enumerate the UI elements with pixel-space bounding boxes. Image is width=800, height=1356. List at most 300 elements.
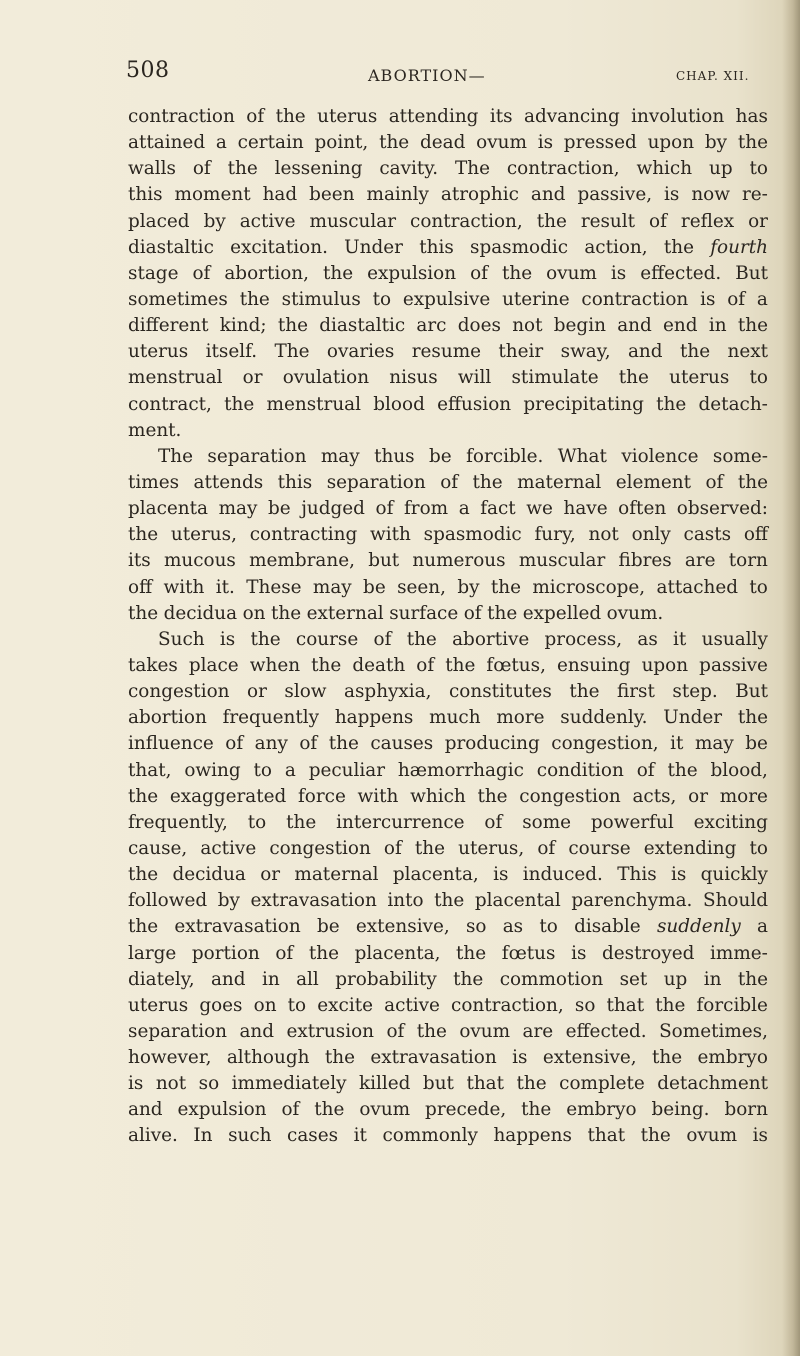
text-line <box>128 522 768 548</box>
word: is <box>537 132 554 154</box>
text-line <box>128 418 768 444</box>
word: had <box>262 184 298 206</box>
word: any <box>254 733 288 755</box>
word: placenta, <box>354 942 441 964</box>
word: to <box>749 158 768 180</box>
word: some- <box>712 445 768 467</box>
word: peculiar <box>308 759 386 781</box>
word: The <box>158 445 193 467</box>
word: is <box>664 184 680 206</box>
word: their <box>498 341 544 363</box>
word: so <box>465 916 487 938</box>
word: spasmodic <box>423 524 522 546</box>
word: atrophic <box>440 184 519 206</box>
word: or <box>247 681 267 703</box>
word: the <box>414 837 446 859</box>
word: thus <box>374 445 415 467</box>
word: a <box>757 916 768 938</box>
word: its <box>489 106 513 127</box>
page-number: 508 <box>126 58 170 83</box>
text-line <box>128 261 768 287</box>
word: of <box>463 602 482 624</box>
word: placenta <box>128 498 209 520</box>
word: in <box>703 968 722 990</box>
word: precede, <box>425 1099 507 1121</box>
text-line <box>128 130 768 156</box>
word: it <box>673 628 687 650</box>
word: ovum <box>686 1125 738 1147</box>
word: are <box>522 1020 554 1042</box>
word: the <box>737 707 768 729</box>
text-line <box>128 601 768 627</box>
word: be <box>267 498 291 520</box>
word: of <box>727 288 746 310</box>
body-text <box>128 104 768 1150</box>
word: precipitating <box>523 393 644 415</box>
word: different <box>128 315 209 337</box>
word: the <box>277 315 309 337</box>
word: a <box>756 288 768 310</box>
word: the <box>516 1073 547 1095</box>
word: active <box>200 837 257 859</box>
word: not <box>512 315 543 337</box>
word: cause, <box>128 837 188 859</box>
word: frequently <box>222 707 320 729</box>
word: cases <box>287 1125 339 1147</box>
word: separation <box>128 1020 228 1042</box>
word: advancing <box>523 106 620 127</box>
word: which <box>636 158 693 180</box>
word: the <box>308 942 339 964</box>
text-line <box>128 235 768 261</box>
word: exaggerated <box>169 785 287 807</box>
word: reflex <box>680 210 735 232</box>
word: passive <box>699 654 768 676</box>
word: the <box>314 1099 345 1121</box>
word: is <box>571 942 587 964</box>
word: the <box>286 811 317 833</box>
word: ovulation <box>282 367 370 389</box>
word: causes <box>370 733 434 755</box>
word: with <box>163 576 205 598</box>
word: moment <box>174 184 251 206</box>
word: not <box>588 524 619 546</box>
word: ovum <box>359 1099 411 1121</box>
word: of <box>705 471 724 493</box>
word: more <box>496 707 545 729</box>
word: of <box>470 262 488 284</box>
word: not <box>155 1073 187 1095</box>
word: of <box>484 811 503 833</box>
word: off <box>128 576 153 598</box>
word: of <box>440 471 459 493</box>
word: in <box>708 315 727 337</box>
word: or <box>242 367 263 389</box>
word: the <box>224 393 255 415</box>
word: placed <box>128 210 190 232</box>
word: to <box>749 837 768 859</box>
word: result <box>580 210 636 232</box>
word: ment. <box>128 419 182 441</box>
word: disable <box>574 916 641 938</box>
text-line <box>128 209 768 235</box>
word: the <box>655 994 686 1016</box>
word: set <box>619 968 648 990</box>
word: and <box>210 968 246 990</box>
word: maternal <box>517 471 602 493</box>
word: of <box>275 942 294 964</box>
word: place <box>188 654 239 676</box>
text-line <box>128 731 768 757</box>
word: of <box>192 158 211 180</box>
word: dead <box>419 132 466 154</box>
running-head <box>0 58 800 88</box>
word: we <box>526 498 553 520</box>
word: acts, <box>632 785 677 807</box>
word: a <box>458 498 470 520</box>
word: embryo <box>697 1047 768 1069</box>
text-line <box>128 392 768 418</box>
word: menstrual <box>128 367 223 389</box>
word: the <box>477 785 508 807</box>
word: quickly <box>700 864 768 886</box>
word: but <box>422 1073 454 1095</box>
word: some <box>522 811 572 833</box>
word: extending <box>643 837 737 859</box>
word: be <box>363 576 386 598</box>
word: muscular <box>309 210 397 232</box>
word: killed <box>358 1073 411 1095</box>
word: observed: <box>676 498 768 520</box>
word: expelled <box>522 602 602 624</box>
word: of <box>225 733 244 755</box>
word: expulsive <box>402 288 491 310</box>
word: sometimes <box>128 288 228 310</box>
text-line <box>128 104 768 130</box>
word: upon <box>647 132 695 154</box>
word: attained <box>128 132 206 154</box>
word: active <box>239 210 296 232</box>
word: the <box>128 864 159 886</box>
word: of <box>416 654 435 676</box>
word: to <box>287 994 307 1016</box>
word: destroyed <box>602 942 695 964</box>
word: walls <box>128 158 176 180</box>
word: uterus <box>317 106 378 127</box>
word: expulsion <box>177 1099 267 1121</box>
word: on <box>253 994 277 1016</box>
word: is <box>700 288 716 310</box>
word: will <box>457 367 492 389</box>
word: it. <box>215 576 235 598</box>
word: hæmorrhagic <box>397 759 524 781</box>
word: the <box>239 288 270 310</box>
word: of <box>299 733 318 755</box>
word: extensive, <box>355 916 450 938</box>
word: step. <box>672 681 718 703</box>
text-line <box>128 1071 768 1097</box>
word: contraction <box>581 288 689 310</box>
word: is <box>512 1047 528 1069</box>
word: stage <box>128 262 179 284</box>
word: on <box>242 602 266 624</box>
word: the <box>663 236 694 258</box>
word: of <box>246 106 265 127</box>
word: the <box>406 628 437 650</box>
word: Under <box>663 707 723 729</box>
word: although <box>226 1047 310 1069</box>
word: probability <box>335 968 437 990</box>
word: is <box>128 1073 144 1095</box>
page-edge-shadow <box>782 0 800 1356</box>
word: of <box>649 210 667 232</box>
word: itself. <box>205 341 258 363</box>
word: fourth <box>710 236 768 258</box>
word: the <box>472 471 503 493</box>
word: forcible <box>696 994 768 1016</box>
word: have <box>563 498 608 520</box>
word: when <box>249 654 301 676</box>
word: of <box>636 759 655 781</box>
text-line <box>128 888 768 914</box>
word: the <box>328 733 359 755</box>
word: as <box>502 916 524 938</box>
word: it <box>670 733 684 755</box>
word: placenta, <box>392 864 479 886</box>
word: sway, <box>560 341 611 363</box>
word: is <box>493 864 509 886</box>
word: that <box>587 1125 626 1147</box>
word: fact <box>480 498 516 520</box>
word: extravasation <box>370 1047 497 1069</box>
word: But <box>735 262 768 284</box>
word: fœtus, <box>486 654 546 676</box>
word: the <box>656 393 687 415</box>
word: has <box>735 106 768 127</box>
word: that <box>606 994 645 1016</box>
word: usually <box>701 628 768 650</box>
word: exciting <box>693 811 768 833</box>
text-line <box>128 1123 768 1149</box>
word: may <box>694 733 734 755</box>
text-line <box>128 627 768 653</box>
word: first <box>617 681 655 703</box>
word: goes <box>199 994 243 1016</box>
word: contract, <box>128 393 212 415</box>
word: may <box>312 576 352 598</box>
word: a <box>284 759 296 781</box>
word: mucous <box>163 550 236 572</box>
text-line <box>128 862 768 888</box>
word: stimulus <box>281 288 361 310</box>
word: with <box>357 785 399 807</box>
word: surface <box>389 602 459 624</box>
word: death <box>352 654 406 676</box>
word: Sometimes, <box>659 1020 768 1042</box>
word: attending <box>388 106 479 127</box>
word: abortive <box>452 628 530 650</box>
word: involution <box>631 106 725 127</box>
word: effusion <box>437 393 512 415</box>
word: commotion <box>499 968 604 990</box>
word: congestion, <box>551 733 659 755</box>
word: the <box>679 341 711 363</box>
word: alive. <box>128 1125 178 1147</box>
word: resume <box>411 341 482 363</box>
word: more <box>719 785 768 807</box>
word: it <box>353 1125 367 1147</box>
word: congestion <box>519 785 621 807</box>
text-line <box>128 758 768 784</box>
word: the <box>128 785 159 807</box>
word: forcible. <box>466 445 544 467</box>
word: parenchyma. <box>571 890 693 912</box>
word: the <box>250 628 281 650</box>
word: is <box>610 262 627 284</box>
word: and <box>530 184 566 206</box>
word: excite <box>317 994 373 1016</box>
word: the <box>521 1099 552 1121</box>
word: expulsion <box>367 262 457 284</box>
word: times <box>128 471 180 493</box>
word: effected. <box>565 1020 647 1042</box>
word: placental <box>474 890 561 912</box>
word: asphyxia, <box>344 681 432 703</box>
word: extravasation <box>250 890 377 912</box>
word: action, <box>584 236 648 258</box>
word: suddenly <box>656 916 741 938</box>
text-line <box>128 967 768 993</box>
word: such <box>228 1125 272 1147</box>
word: fibres <box>618 550 672 572</box>
word: to <box>247 811 267 833</box>
word: the <box>737 315 768 337</box>
word: much <box>429 707 481 729</box>
word: however, <box>128 1047 212 1069</box>
word: by <box>203 210 226 232</box>
word: commonly <box>382 1125 478 1147</box>
word: diastaltic <box>128 236 214 258</box>
text-line <box>128 575 768 601</box>
word: ovum <box>546 262 597 284</box>
word: uterus, <box>458 837 525 859</box>
word: is <box>671 864 687 886</box>
word: menstrual <box>266 393 362 415</box>
word: attends <box>193 471 264 493</box>
word: suddenly. <box>560 707 648 729</box>
word: this <box>419 236 454 258</box>
word: immediately <box>231 1073 347 1095</box>
running-title: ABORTION— <box>368 66 486 85</box>
word: stimulate <box>511 367 599 389</box>
word: happens <box>334 707 414 729</box>
word: now <box>691 184 730 206</box>
word: of <box>375 498 394 520</box>
word: contracting <box>249 524 358 546</box>
text-line <box>128 1019 768 1045</box>
word: course <box>295 628 359 650</box>
text-line <box>128 941 768 967</box>
word: and <box>128 1099 163 1121</box>
word: this <box>128 184 163 206</box>
word: the <box>618 367 649 389</box>
word: external <box>306 602 384 624</box>
word: force <box>297 785 346 807</box>
word: producing <box>444 733 540 755</box>
word: so <box>574 994 596 1016</box>
word: What <box>557 445 607 467</box>
word: up <box>708 158 733 180</box>
word: by <box>217 890 240 912</box>
word: excitation. <box>230 236 328 258</box>
word: abortion <box>128 707 207 729</box>
word: being. <box>651 1099 710 1121</box>
word: to <box>539 916 558 938</box>
word: a <box>215 132 227 154</box>
text-line <box>128 810 768 836</box>
word: and <box>617 315 652 337</box>
word: element <box>615 471 691 493</box>
text-line <box>128 287 768 313</box>
word: The <box>454 158 490 180</box>
word: only <box>631 524 671 546</box>
word: that, <box>128 759 172 781</box>
word: the <box>667 759 698 781</box>
word: upon <box>641 654 689 676</box>
word: seen, <box>397 576 446 598</box>
word: which <box>410 785 466 807</box>
word: the <box>487 602 518 624</box>
word: microscope, <box>532 576 646 598</box>
word: its <box>128 550 151 572</box>
word: takes <box>128 654 178 676</box>
word: of <box>383 837 402 859</box>
word: uterus <box>128 994 189 1016</box>
word: numerous <box>412 550 506 572</box>
word: the <box>569 681 600 703</box>
word: as <box>637 628 658 650</box>
text-line <box>128 836 768 862</box>
word: does <box>457 315 501 337</box>
word: be <box>745 733 768 755</box>
word: point, <box>314 132 369 154</box>
word: the <box>737 968 768 990</box>
word: the <box>324 1047 355 1069</box>
word: of <box>281 1099 300 1121</box>
word: by <box>704 132 728 154</box>
word: congestion <box>269 837 371 859</box>
word: uterus, <box>170 524 237 546</box>
word: active <box>384 994 440 1016</box>
word: may <box>218 498 258 520</box>
word: contraction, <box>451 994 564 1016</box>
word: abortion, <box>224 262 309 284</box>
word: born <box>724 1099 768 1121</box>
word: the <box>434 890 465 912</box>
word: of <box>192 262 211 284</box>
word: the <box>737 132 768 154</box>
text-line <box>128 1097 768 1123</box>
word: the <box>416 1020 447 1042</box>
word: effected. <box>640 262 722 284</box>
word: the <box>490 576 521 598</box>
word: fury, <box>534 524 576 546</box>
word: ovum <box>476 132 527 154</box>
word: of <box>537 837 556 859</box>
word: Should <box>702 890 768 912</box>
word: the <box>227 158 258 180</box>
word: intercurrence <box>336 811 465 833</box>
